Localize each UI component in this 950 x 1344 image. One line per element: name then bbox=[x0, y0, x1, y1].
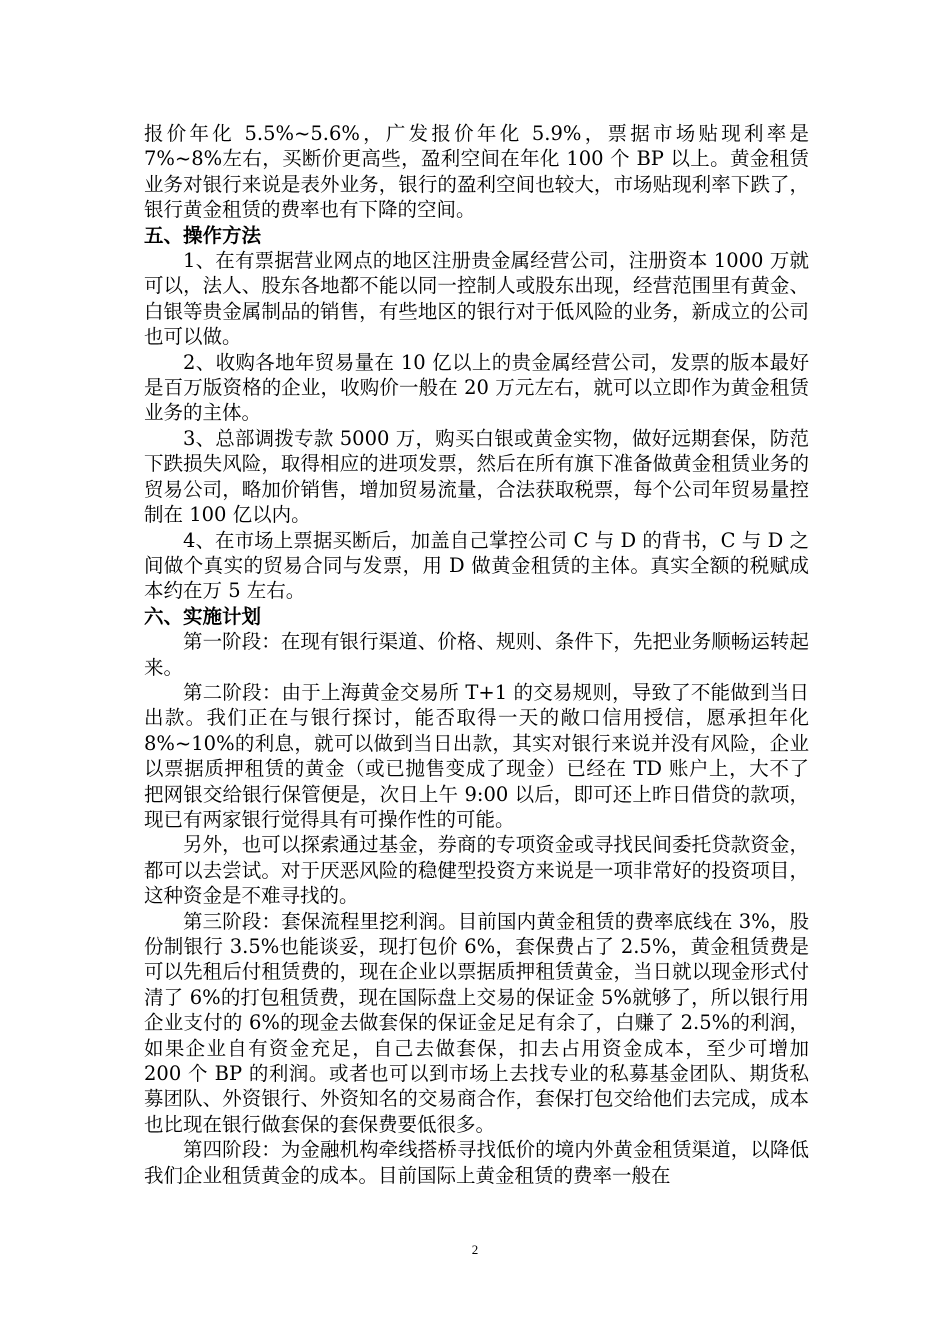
paragraph-step-2: 2、收购各地年贸易量在 10 亿以上的贵金属经营公司，发票的版本最好是百万版资格的企业，收购价一般在 20 万元左右，就可以立即作为黄金租赁业务的主体。 bbox=[144, 350, 809, 425]
paragraph-step-3: 3、总部调拨专款 5000 万，购买白银或黄金实物，做好远期套保，防范下跌损失风险，取得相应的进项发票，然后在所有旗下准备做黄金租赁业务的贸易公司，略加价销售，增加贸易流量，合法获取税票，每个公司年贸易量控制在 100 亿以内。 bbox=[144, 426, 809, 527]
document-page bbox=[144, 121, 809, 1188]
paragraph-phase-3: 第三阶段：套保流程里挖利润。目前国内黄金租赁的费率底线在 3%，股份制银行 3.5%也能谈妥，现打包价 6%，套保费占了 2.5%，黄金租赁费是可以先租后付租赁费的，现在企业以票据质押租赁黄金，当日就以现金形式付清了 6%的打包租赁费，现在国际盘上交易的保证金 5%就够了，所以银行用企业支付的 6%的现金去做套保的保证金足足有余了，白赚了 2.5%的利润，如果企业自有资金充足，自己去做套保，扣去占用资金成本，至少可增加 200 个 BP 的利润。或者也可以到市场上去找专业的私募基金团队、期货私募团队、外资银行、外资知名的交易商合作，套保打包交给他们去完成，成本也比现在银行做套保的套保费要低很多。 bbox=[144, 909, 809, 1136]
paragraph-phase-1: 第一阶段：在现有银行渠道、价格、规则、条件下，先把业务顺畅运转起来。 bbox=[144, 630, 809, 679]
paragraph-phase-2: 第二阶段：由于上海黄金交易所 T+1 的交易规则，导致了不能做到当日出款。我们正在与银行探讨，能否取得一天的敞口信用授信，愿承担年化 8%~10%的利息，就可以做到当日出款，其实对银行来说并没有风险，企业以票据质押租赁的黄金（或已抛售变成了现金）已经在 TD 账户上，大不了把网银交给银行保管便是，次日上午 9:00 以后，即可还上昨日借贷的款项，现已有两家银行觉得具有可操作性的可能。 bbox=[144, 680, 809, 831]
paragraph-step-1: 1、在有票据营业网点的地区注册贵金属经营公司，注册资本 1000 万就可以，法人、股东各地都不能以同一控制人或股东出现，经营范围里有黄金、白银等贵金属制品的销售，有些地区的银行对于低风险的业务，新成立的公司也可以做。 bbox=[144, 249, 809, 349]
page-number: 2 bbox=[471, 1242, 479, 1257]
section-heading-operation: 五、操作方法 bbox=[144, 223, 262, 247]
paragraph-intro: 报价年化 5.5%~5.6%，广发报价年化 5.9%，票据市场贴现利率是 7%~8%左右，买断价更高些，盈利空间在年化 100 个 BP 以上。黄金租赁业务对银行来说是表外业务，银行的盈利空间也较大，市场贴现利率下跌了，银行黄金租赁的费率也有下降的空间。 bbox=[144, 122, 809, 222]
paragraph-phase-4: 第四阶段：为金融机构牵线搭桥寻找低价的境内外黄金租赁渠道，以降低我们企业租赁黄金的成本。目前国际上黄金租赁的费率一般在 bbox=[144, 1138, 809, 1187]
section-heading-plan: 六、实施计划 bbox=[144, 604, 262, 628]
paragraph-step-4: 4、在市场上票据买断后，加盖自己掌控公司 C 与 D 的背书，C 与 D 之间做个真实的贸易合同与发票，用 D 做黄金租赁的主体。真实全额的税赋成本约在万 5 左右。 bbox=[144, 528, 809, 603]
paragraph-additional: 另外，也可以探索通过基金，券商的专项资金或寻找民间委托贷款资金，都可以去尝试。对于厌恶风险的稳健型投资方来说是一项非常好的投资项目，这种资金是不难寻找的。 bbox=[144, 833, 809, 908]
